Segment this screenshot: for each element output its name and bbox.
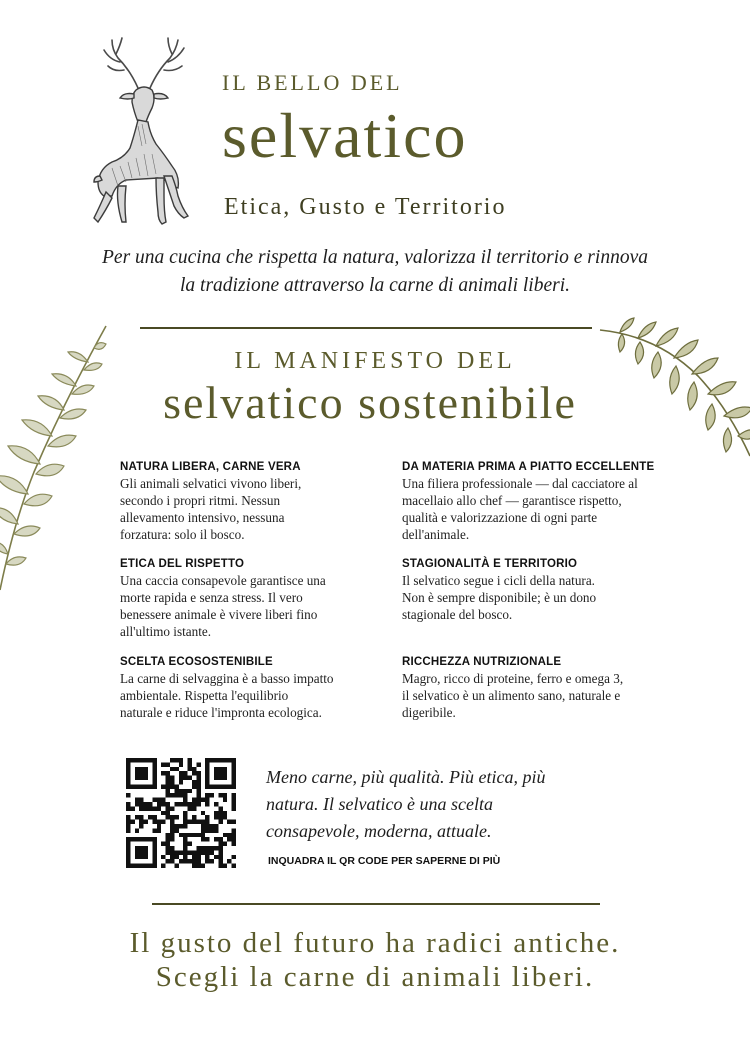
intro-line: la tradizione attraverso la carne di animali liberi. (180, 275, 570, 296)
item-line: secondo i propri ritmi. Nessun (120, 493, 281, 508)
manifesto-item-title: NATURA LIBERA, CARNE VERA (120, 461, 301, 473)
hero-title: selvatico (222, 100, 468, 171)
item-line: Gli animali selvatici vivono liberi, (120, 476, 302, 491)
item-line: all'ultimo istante. (120, 624, 212, 639)
item-line: Il selvatico segue i cicli della natura. (402, 573, 595, 588)
manifesto-item (402, 461, 692, 543)
manifesto-item-body (402, 670, 664, 721)
item-line: stagionale del bosco. (402, 607, 513, 622)
closing-line: Scegli la carne di animali liberi. (155, 961, 595, 993)
qr-code[interactable] (126, 758, 236, 868)
closing-slogan (0, 926, 750, 994)
cta-line: natura. Il selvatico è una scelta (266, 794, 493, 814)
manifesto-item-title: STAGIONALITÀ E TERRITORIO (402, 558, 578, 570)
item-line: macellaio allo chef — garantisce rispetto, (402, 493, 622, 508)
item-line: qualità e valorizzazione di ogni parte (402, 510, 598, 525)
item-line: forzatura: solo il bosco. (120, 527, 245, 542)
closing-line: Il gusto del futuro ha radici antiche. (129, 927, 621, 959)
manifesto-item (120, 656, 382, 721)
item-line: dell'animale. (402, 527, 470, 542)
item-line: ambientale. Rispetta l'equilibrio (120, 688, 289, 703)
intro-text (40, 244, 710, 300)
item-line: benessere animale è vivere liberi fino (120, 607, 318, 622)
manifesto-item-body (120, 475, 382, 543)
deer-illustration (72, 36, 212, 228)
manifesto-item-title: SCELTA ECOSOSTENIBILE (120, 656, 273, 668)
manifesto-item-body (402, 572, 664, 623)
section-kicker: IL MANIFESTO DEL (234, 348, 516, 374)
item-line: morte rapida e senza stress. Il vero (120, 590, 303, 605)
cta-line: consapevole, moderna, attuale. (266, 821, 492, 841)
hero-subtitle: Etica, Gusto e Territorio (224, 194, 507, 220)
divider (140, 327, 592, 329)
manifesto-item-title: RICCHEZZA NUTRIZIONALE (402, 656, 562, 668)
cta-text (266, 764, 596, 845)
manifesto-item (402, 656, 664, 721)
manifesto-item (402, 558, 664, 623)
manifesto-item-title: DA MATERIA PRIMA A PIATTO ECCELLENTE (402, 461, 655, 473)
manifesto-item (120, 558, 382, 640)
cta-line: Meno carne, più qualità. Più etica, più (266, 767, 546, 787)
manifesto-item-body (120, 572, 382, 640)
item-line: Magro, ricco di proteine, ferro e omega 3, (402, 671, 624, 686)
item-line: Una caccia consapevole garantisce una (120, 573, 326, 588)
item-line: naturale e riduce l'impronta ecologica. (120, 705, 322, 720)
item-line: La carne di selvaggina è a basso impatto (120, 671, 334, 686)
item-line: allevamento intensivo, nessuna (120, 510, 285, 525)
item-line: il selvatico è un alimento sano, naturale e (402, 688, 621, 703)
manifesto-item (120, 461, 382, 543)
intro-line: Per una cucina che rispetta la natura, valorizza il territorio e rinnova (102, 247, 648, 268)
manifesto-item-body (120, 670, 382, 721)
divider (152, 903, 600, 905)
manifesto-item-title: ETICA DEL RISPETTO (120, 558, 245, 570)
item-line: Una filiera professionale — dal cacciatore al (402, 476, 638, 491)
hero-kicker: IL BELLO DEL (222, 70, 403, 95)
section-title: selvatico sostenibile (163, 377, 577, 428)
item-line: Non è sempre disponibile; è un dono (402, 590, 597, 605)
qr-instruction: INQUADRA IL QR CODE PER SAPERNE DI PIÙ (268, 855, 501, 867)
item-line: digeribile. (402, 705, 456, 720)
manifesto-item-body (402, 475, 692, 543)
